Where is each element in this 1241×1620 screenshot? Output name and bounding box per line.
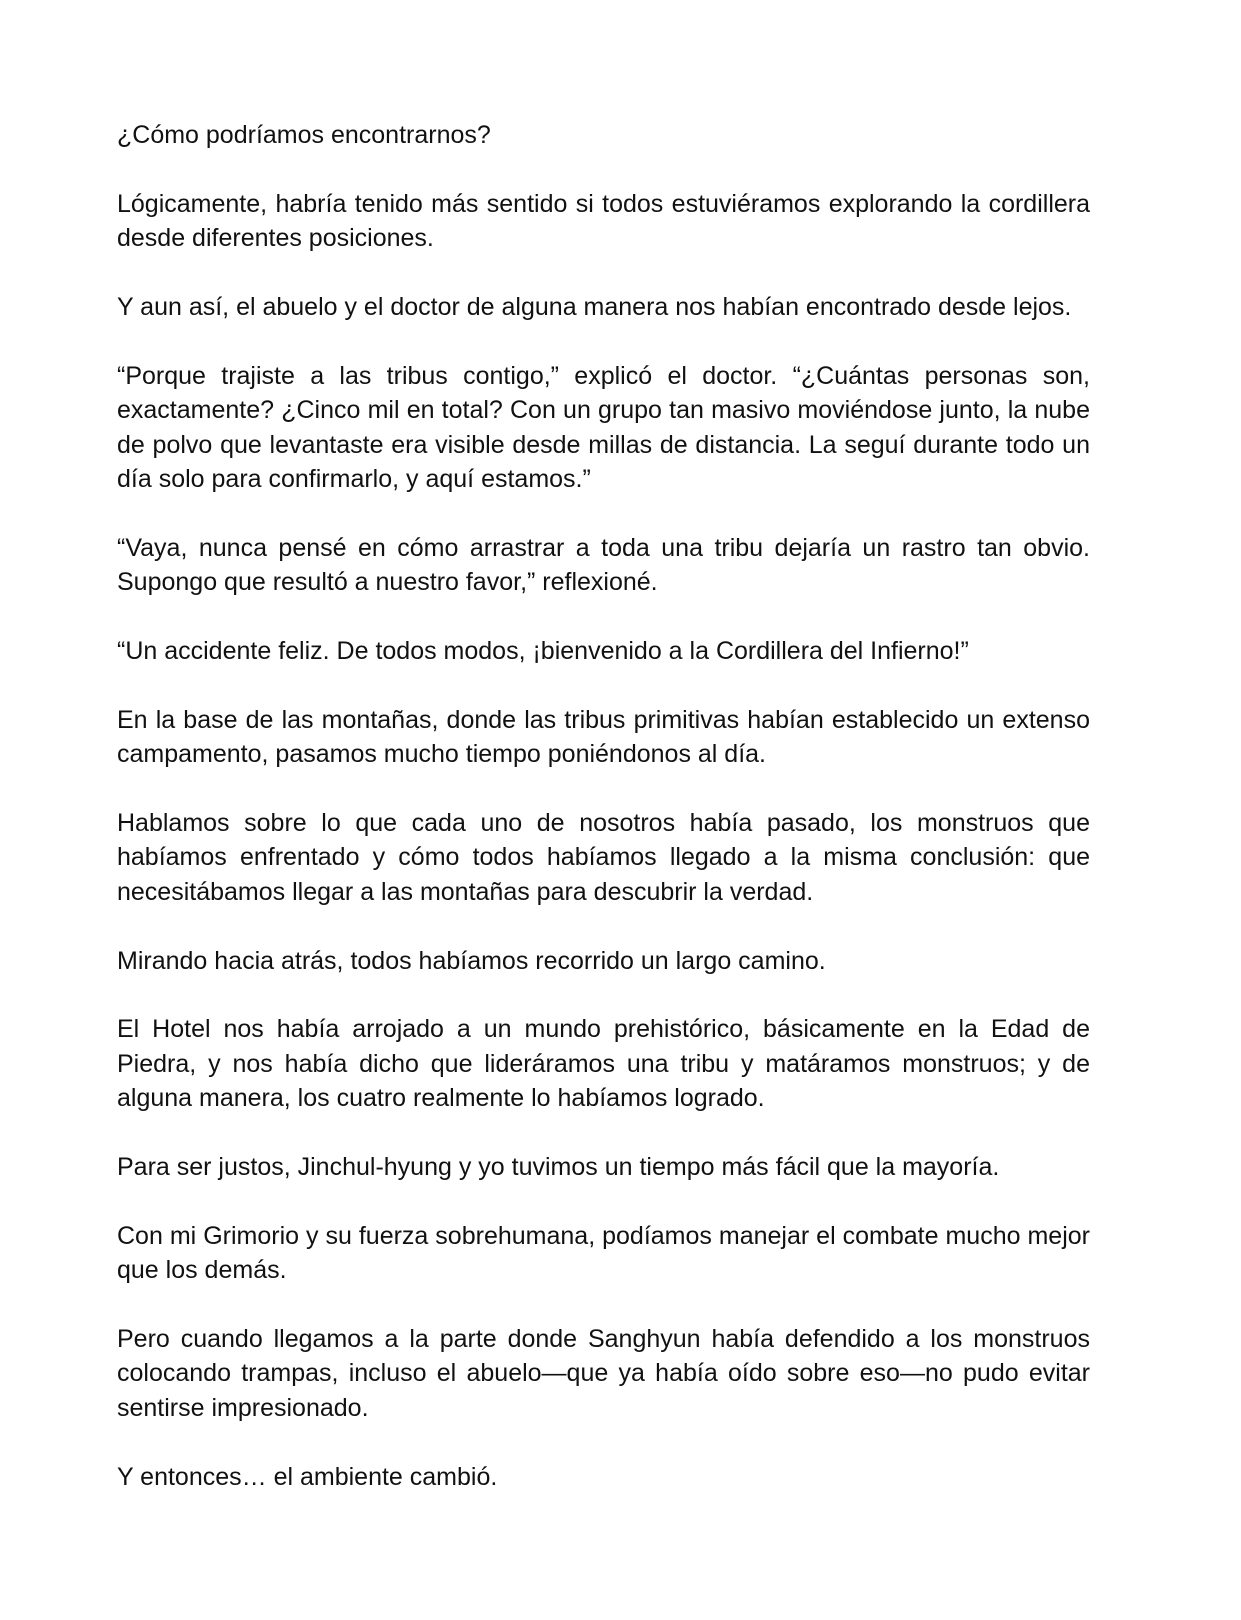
paragraph: Con mi Grimorio y su fuerza sobrehumana, podíamos manejar el combate mucho mejor que los demás. — [117, 1221, 1090, 1285]
paragraph: ¿Cómo podríamos encontrarnos? — [117, 121, 491, 149]
paragraph: En la base de las montañas, donde las tribus primitivas habían establecido un extenso campamento, pasamos mucho tiempo poniéndonos al día. — [117, 705, 1090, 769]
paragraph: Y entonces… el ambiente cambió. — [117, 1462, 498, 1491]
paragraph: Y aun así, el abuelo y el doctor de alguna manera nos habían encontrado desde lejos. — [117, 293, 1072, 321]
paragraph: El Hotel nos había arrojado a un mundo prehistórico, básicamente en la Edad de Piedra, y nos había dicho que lideráramos una tribu y matáramos monstruos; y de alguna manera, los cuatro realmente lo habíamos logrado. — [117, 1015, 1090, 1113]
paragraph: Pero cuando llegamos a la parte donde Sanghyun había defendido a los monstruos colocando trampas, incluso el abuelo—que ya había oído sobre eso—no pudo evitar sentirse impresionado. — [117, 1325, 1090, 1422]
paragraph: “Un accidente feliz. De todos modos, ¡bienvenido a la Cordillera del Infierno!” — [117, 637, 969, 666]
paragraph: “Vaya, nunca pensé en cómo arrastrar a toda una tribu dejaría un rastro tan obvio. Supongo que resultó a nuestro favor,” reflexioné. — [117, 533, 1090, 597]
paragraph: Para ser justos, Jinchul-hyung y yo tuvimos un tiempo más fácil que la mayoría. — [117, 1153, 1000, 1182]
paragraph: Hablamos sobre lo que cada uno de nosotros había pasado, los monstruos que habíamos enfrentado y cómo todos habíamos llegado a la misma conclusión: que necesitábamos llegar a las montañas para descubrir la verdad. — [117, 809, 1090, 906]
paragraph: Lógicamente, habría tenido más sentido si todos estuviéramos explorando la cordillera desde diferentes posiciones. — [117, 189, 1090, 253]
paragraph: Mirando hacia atrás, todos habíamos recorrido un largo camino. — [117, 946, 826, 975]
paragraph: “Porque trajiste a las tribus contigo,” explicó el doctor. “¿Cuántas personas son, exactamente? ¿Cinco mil en total? Con un grupo tan masivo moviéndose junto, la nube de polvo que levantaste era visible desde millas de distancia. La seguí durante todo un día solo para confirmarlo, y aquí estamos.” — [117, 361, 1090, 494]
document-body — [117, 118, 1090, 1528]
